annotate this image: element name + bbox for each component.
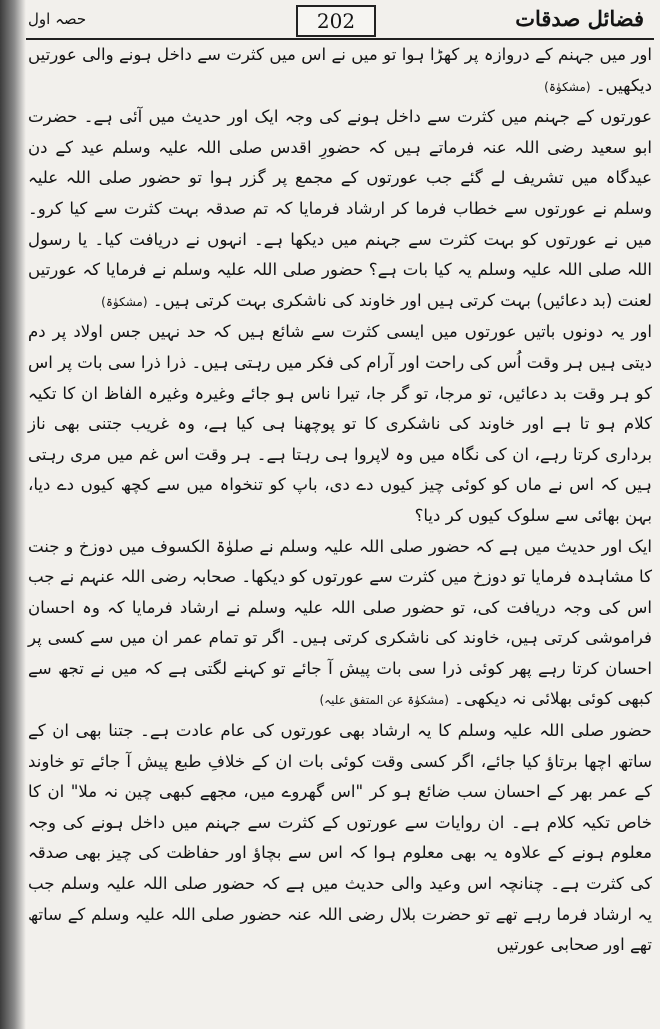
page-binding-shadow (0, 0, 26, 1029)
paragraph (28, 317, 652, 531)
book-title: فضائل صدقات (515, 6, 644, 31)
body-text (28, 40, 652, 1029)
reference-note: (مشکوٰۃ) (101, 294, 148, 309)
paragraph-text: عورتوں کے جہنم میں کثرت سے داخل ہونے کی وجہ ایک اور حدیث میں آئی ہے۔ حضرت ابو سعید رضی اللہ عنہ فرماتے ہیں کہ حضورِ اقدس صلی اللہ علیہ وسلم عید کے دن عیدگاہ میں تشریف لے گئے جب عورتوں کے مجمع پر گزر ہوا تو حضور صلی اللہ علیہ وسلم نے عورتوں سے خطاب فرما کر ارشاد فرمایا کہ تم صدقہ بہت کثرت سے کیا کرو۔ میں نے عورتوں کو بہت کثرت سے جہنم میں دیکھا ہے۔ انہوں نے دریافت کیا۔ یا رسول اللہ صلی اللہ علیہ وسلم یہ کیا بات ہے؟ حضور صلی اللہ علیہ وسلم نے فرمایا کہ عورتیں لعنت (بد دعائیں) بہت کرتی ہیں اور خاوند کی ناشکری بہت کرتی ہیں۔ (28, 107, 652, 310)
paragraph (28, 102, 652, 317)
paragraph (28, 716, 652, 961)
paragraph (28, 40, 652, 102)
paragraph-text: ایک اور حدیث میں ہے کہ حضور صلی اللہ علیہ وسلم نے صلوٰۃ الکسوف میں دوزخ و جنت کا مشاہدہ فرمایا تو دوزخ میں کثرت سے عورتوں کو دیکھا۔ صحابہ رضی اللہ عنہم نے جب اس کی وجہ دریافت کی، تو حضور صلی اللہ علیہ وسلم نے ارشاد فرمایا کہ وہ احسان فراموشی کرتی ہیں، خاوند کی ناشکری کرتی ہیں۔ اگر تو تمام عمر ان میں سے کسی پر احسان کرتا رہے پھر کوئی ذرا سی بات پیش آ جائے تو کہنے لگتی ہے کہ میں نے تجھ سے کبھی کوئی بھلائی نہ دیکھی۔ (28, 536, 652, 709)
page-number: 202 (296, 5, 376, 37)
part-label: حصہ اول (28, 10, 87, 28)
paragraph-text: اور یہ دونوں باتیں عورتوں میں ایسی کثرت سے شائع ہیں کہ حد نہیں جس اولاد پر دم دیتی ہیں ہر وقت اُس کی راحت اور آرام کی فکر میں رہتی ہیں۔ ذرا ذرا سی بات پر اس کو ہر وقت بد دعائیں، تو مرجا، تو گر جا، تیرا ناس ہو جائے وغیرہ وغیرہ الفاظ ان کا تکیہ کلام ہو تا ہے اور خاوند کی ناشکری کا تو پوچھنا ہی کیا ہے، وہ غریب جتنی بھی ناز برداری کرتا رہے، ان کی نگاہ میں وہ لاپروا ہی رہتا ہے۔ ہر وقت اس غم میں مری رہتی ہیں کہ اس نے ماں کو کوئی چیز کیوں دے دی، باپ کو تنخواہ میں سے کچھ کیوں دے دیا، بہن بھائی سے سلوک کیوں کر دیا؟ (28, 322, 652, 525)
reference-note: (مشکوٰۃ عن المتفق علیہ) (319, 693, 449, 708)
reference-note: (مشکوٰۃ) (544, 79, 591, 94)
page-header (26, 4, 654, 40)
paragraph-text: اور میں جہنم کے دروازہ پر کھڑا ہوا تو میں نے اس میں کثرت سے داخل ہونے والی عورتیں دیکھیں۔ (28, 45, 652, 95)
paragraph (28, 532, 652, 717)
paragraph-text: حضور صلی اللہ علیہ وسلم کا یہ ارشاد بھی عورتوں کی عام عادت ہے۔ جتنا بھی ان کے ساتھ اچھا برتاؤ کیا جائے، اگر کسی وقت کوئی بات ان کے خلافِ طبع پیش آ جائے تو خاوند کے عمر بھر کے احسان سب ضائع ہو کر "اس گھروے میں، مجھے کبھی چین نہ ملا" ان کا خاص تکیہ کلام ہے۔ ان روایات سے عورتوں کے کثرت سے جہنم میں داخل ہونے کی وجہ معلوم ہونے کے علاوہ یہ بھی معلوم ہوا کہ اس سے بچاؤ اور حفاظت کی چیز بھی صدقہ کی کثرت ہے۔ چنانچہ اس وعید والی حدیث میں ہے کہ حضور صلی اللہ علیہ وسلم جب یہ ارشاد فرما رہے تھے تو حضرت بلال رضی اللہ عنہ حضور صلی اللہ علیہ وسلم کے ساتھ تھے اور صحابی عورتیں (28, 721, 652, 955)
